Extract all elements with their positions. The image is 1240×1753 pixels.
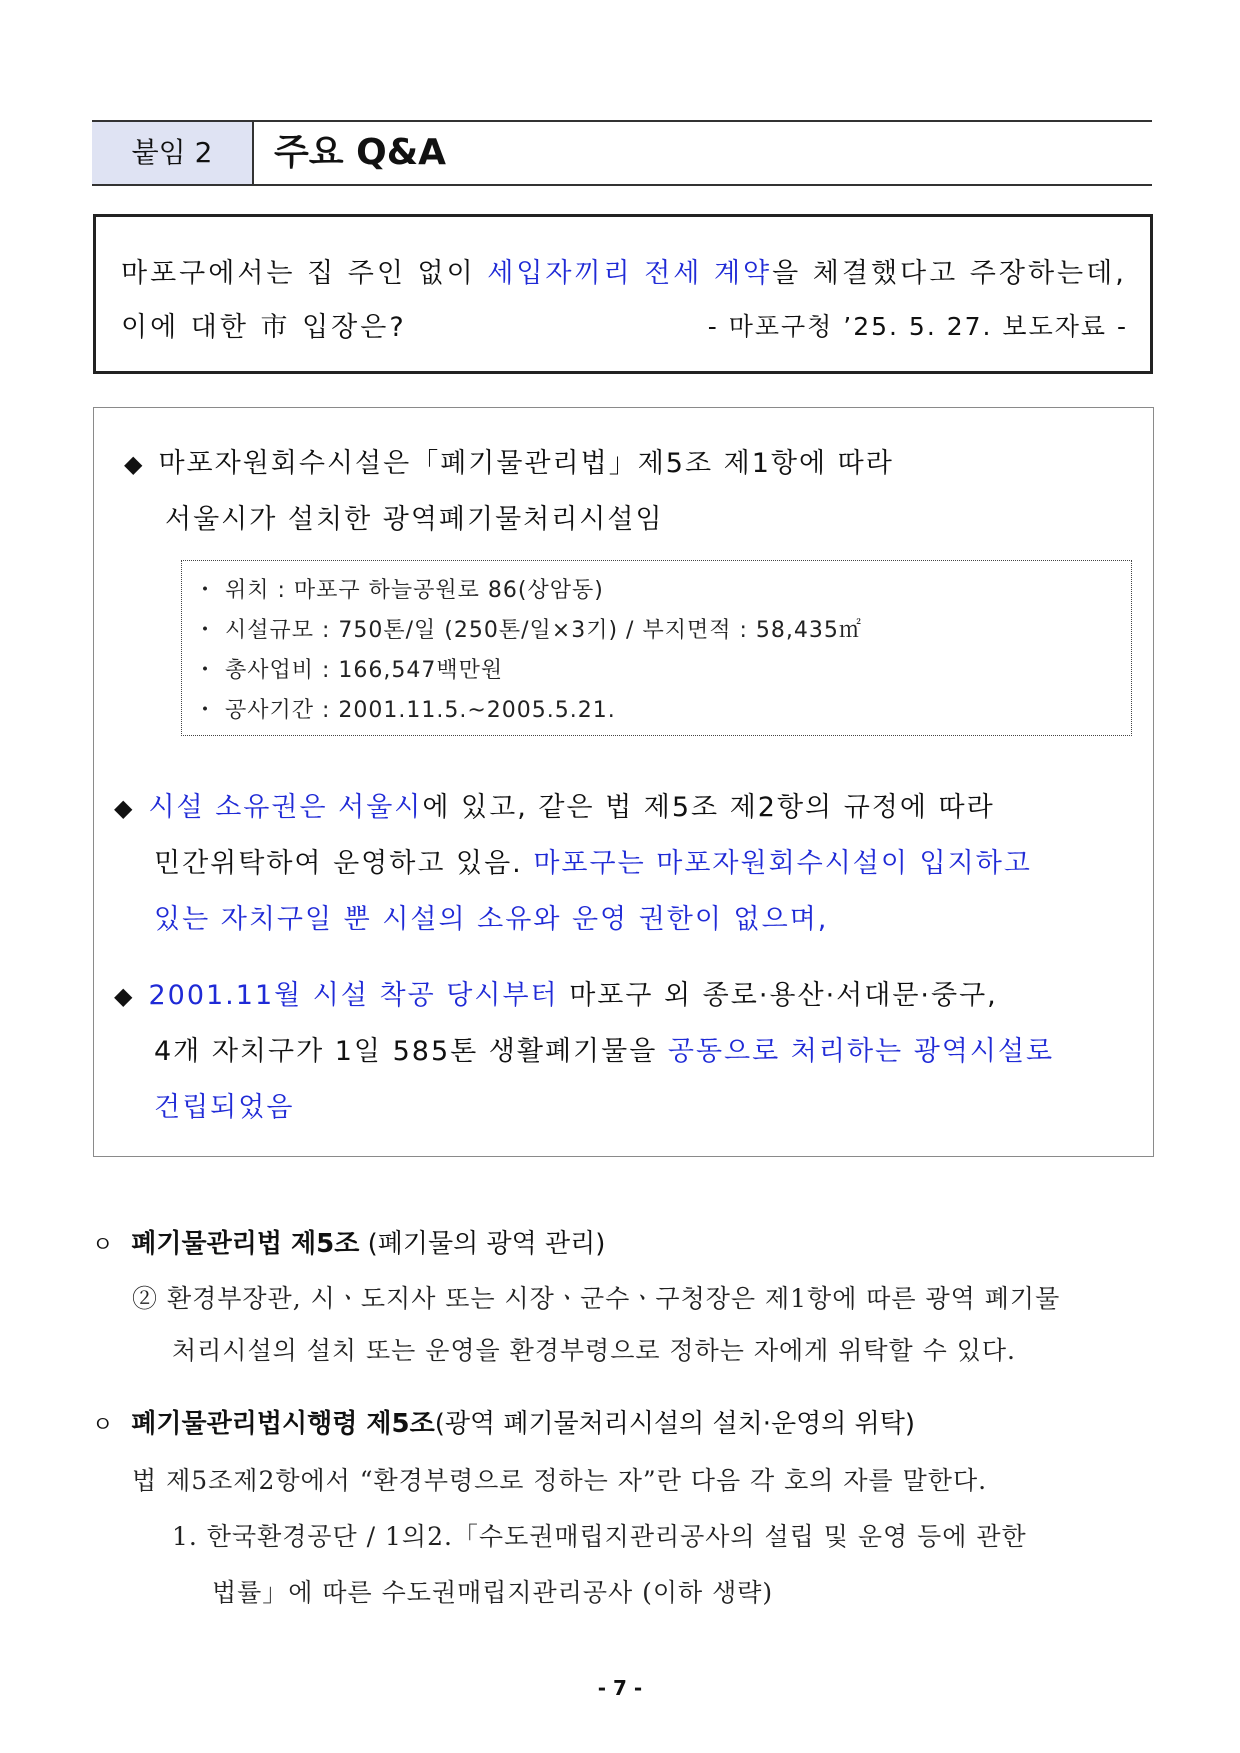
attachment-tag: 붙임 2 xyxy=(92,122,252,184)
facility-info-box xyxy=(181,560,1132,736)
info-cost: ・ 총사업비 : 166,547백만원 xyxy=(194,658,504,683)
bullet-2-line-2-highlight: 마포구는 마포자원회수시설이 입지하고 xyxy=(533,848,1032,879)
answer-box xyxy=(93,407,1154,1157)
question-line-2: 이에 대한 市 입장은? xyxy=(121,312,407,343)
bullet-3-line-2 xyxy=(154,1029,1054,1068)
law-2-title: 폐기물관리법시행령 제5조 xyxy=(131,1409,435,1439)
bullet-2-line-2-text: 민간위탁하여 운영하고 있음. xyxy=(154,848,534,879)
diamond-bullet-icon: ◆ xyxy=(124,450,145,478)
section-header xyxy=(92,120,1152,186)
bullet-3-line-1 xyxy=(114,973,998,1012)
header-divider xyxy=(252,122,254,184)
question-line-1 xyxy=(121,251,1127,290)
bullet-1-text: 마포자원회수시설은「폐기물관리법」제5조 제1항에 따라 xyxy=(158,448,894,479)
bullet-3-line-3: 건립되었음 xyxy=(154,1092,295,1123)
law-heading-1 xyxy=(92,1223,605,1260)
bullet-3-line-2-text: 4개 자치구가 1일 585톤 생활폐기물을 xyxy=(154,1036,668,1067)
bullet-3-highlight: 2001.11월 시설 착공 당시부터 xyxy=(148,980,559,1011)
question-highlight: 세입자끼리 전세 계약 xyxy=(487,258,773,289)
law-2-line-2: 1. 한국환경공단 / 1의2.「수도권매립지관리공사의 설립 및 운영 등에 관한 xyxy=(172,1522,1027,1551)
law-1-line-2: 처리시설의 설치 또는 운영을 환경부령으로 정하는 자에게 위탁할 수 있다. xyxy=(172,1336,1016,1365)
page-number: - 7 - xyxy=(597,1676,643,1700)
law-heading-2 xyxy=(92,1403,915,1440)
law-1-line-1: ② 환경부장관, 시ㆍ도지사 또는 시장ㆍ군수ㆍ구청장은 제1항에 따른 광역 폐기물 xyxy=(132,1284,1061,1313)
info-capacity: ・ 시설규모 : 750톤/일 (250톤/일×3기) / 부지면적 : 58,435㎡ xyxy=(194,618,862,643)
page-title: 주요 Q&A xyxy=(274,132,446,173)
diamond-bullet-icon: ◆ xyxy=(114,982,135,1010)
law-2-line-3: 법률」에 따른 수도권매립지관리공사 (이하 생략) xyxy=(212,1578,774,1607)
bullet-2-line-1 xyxy=(114,785,995,824)
info-location: ・ 위치 : 마포구 하늘공원로 86(상암동) xyxy=(194,578,604,603)
bullet-1-line-1 xyxy=(124,441,894,480)
law-2-line-1: 법 제5조제2항에서 “환경부령으로 정하는 자”란 다음 각 호의 자를 말한다. xyxy=(132,1466,988,1495)
bullet-2-highlight: 시설 소유권은 서울시 xyxy=(148,792,423,823)
diamond-bullet-icon: ◆ xyxy=(114,794,135,822)
circle-bullet-icon: ㅇ xyxy=(92,1233,114,1258)
law-1-title: 폐기물관리법 제5조 xyxy=(131,1229,360,1259)
question-box xyxy=(93,214,1153,374)
bullet-2-line-3: 있는 자치구일 뿐 시설의 소유와 운영 권한이 없으며, xyxy=(154,904,829,935)
info-period: ・ 공사기간 : 2001.11.5.~2005.5.21. xyxy=(194,698,616,723)
bullet-2-line-2 xyxy=(154,841,1032,880)
bullet-2-text: 에 있고, 같은 법 제5조 제2항의 규정에 따라 xyxy=(422,792,995,823)
bullet-3-line-2-highlight: 공동으로 처리하는 광역시설로 xyxy=(667,1036,1055,1067)
question-text-c: 을 체결했다고 주장하는데, xyxy=(772,258,1127,289)
question-source: - 마포구청 ’25. 5. 27. 보도자료 - xyxy=(707,312,1128,341)
law-1-subtitle: (폐기물의 광역 관리) xyxy=(359,1229,606,1259)
circle-bullet-icon: ㅇ xyxy=(92,1413,114,1438)
question-text-a: 마포구에서는 집 주인 없이 xyxy=(121,258,488,289)
bullet-1-line-2: 서울시가 설치한 광역폐기물처리시설임 xyxy=(165,504,664,535)
bullet-3-text: 마포구 외 종로·용산·서대문·중구, xyxy=(558,980,998,1011)
law-2-subtitle: (광역 폐기물처리시설의 설치·운영의 위탁) xyxy=(434,1409,916,1439)
